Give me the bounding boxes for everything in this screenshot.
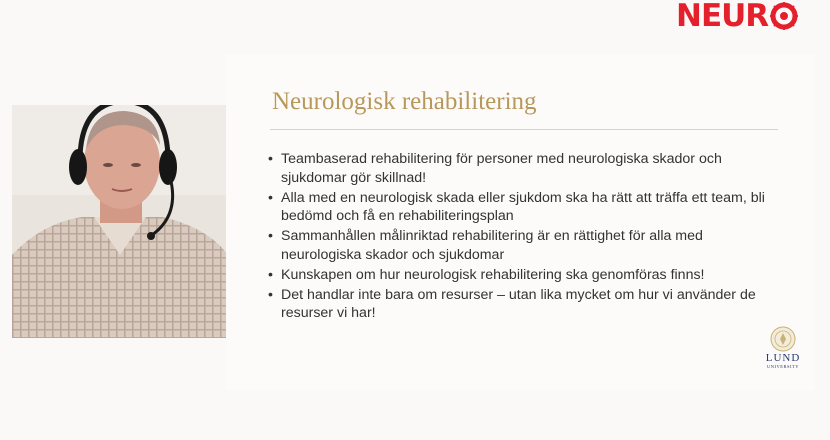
university-name: LUND (765, 352, 801, 364)
bullet-marker: • (268, 151, 273, 167)
bullet-text: Alla med en neurologisk skada eller sjukdom ska ha rätt att träffa ett team, bli bedömd och få en rehabiliteringsplan (281, 189, 765, 224)
bullet-item (268, 227, 768, 264)
bullet-marker: • (268, 228, 273, 244)
bullet-marker: • (268, 286, 273, 303)
bullet-item (268, 286, 768, 323)
presenter-video-icon (12, 105, 228, 338)
slide-title: Neurologisk rehabilitering (272, 88, 537, 115)
bullet-item (268, 189, 768, 226)
bullet-text: Kunskapen om hur neurologisk rehabilitering ska genomföras finns! (281, 266, 705, 283)
university-seal-icon (770, 326, 796, 352)
presenter-webcam (12, 105, 228, 338)
lund-university-logo (758, 326, 808, 378)
neuro-logo (676, 0, 799, 32)
bullet-marker: • (268, 266, 273, 283)
bullet-marker: • (268, 189, 273, 206)
title-divider (270, 129, 778, 130)
bullet-text: Sammanhållen målinriktad rehabilitering är en rättighet för alla med neurologiska skador och sjukdomar (281, 228, 703, 263)
bullet-list (268, 150, 768, 324)
bullet-text: Teambaserad rehabilitering för personer med neurologiska skador och sjukdomar gör skillnad! (281, 151, 722, 186)
presentation-slide (226, 54, 815, 390)
bullet-item (268, 266, 768, 285)
university-subtitle: UNIVERSITY (767, 364, 799, 369)
bullet-text: Det handlar inte bara om resurser – utan lika mycket om hur vi använder de resurser vi har! (281, 286, 756, 321)
logo-text: NEUR (676, 0, 769, 34)
logo-o-icon (769, 1, 799, 31)
bullet-item (268, 150, 768, 187)
